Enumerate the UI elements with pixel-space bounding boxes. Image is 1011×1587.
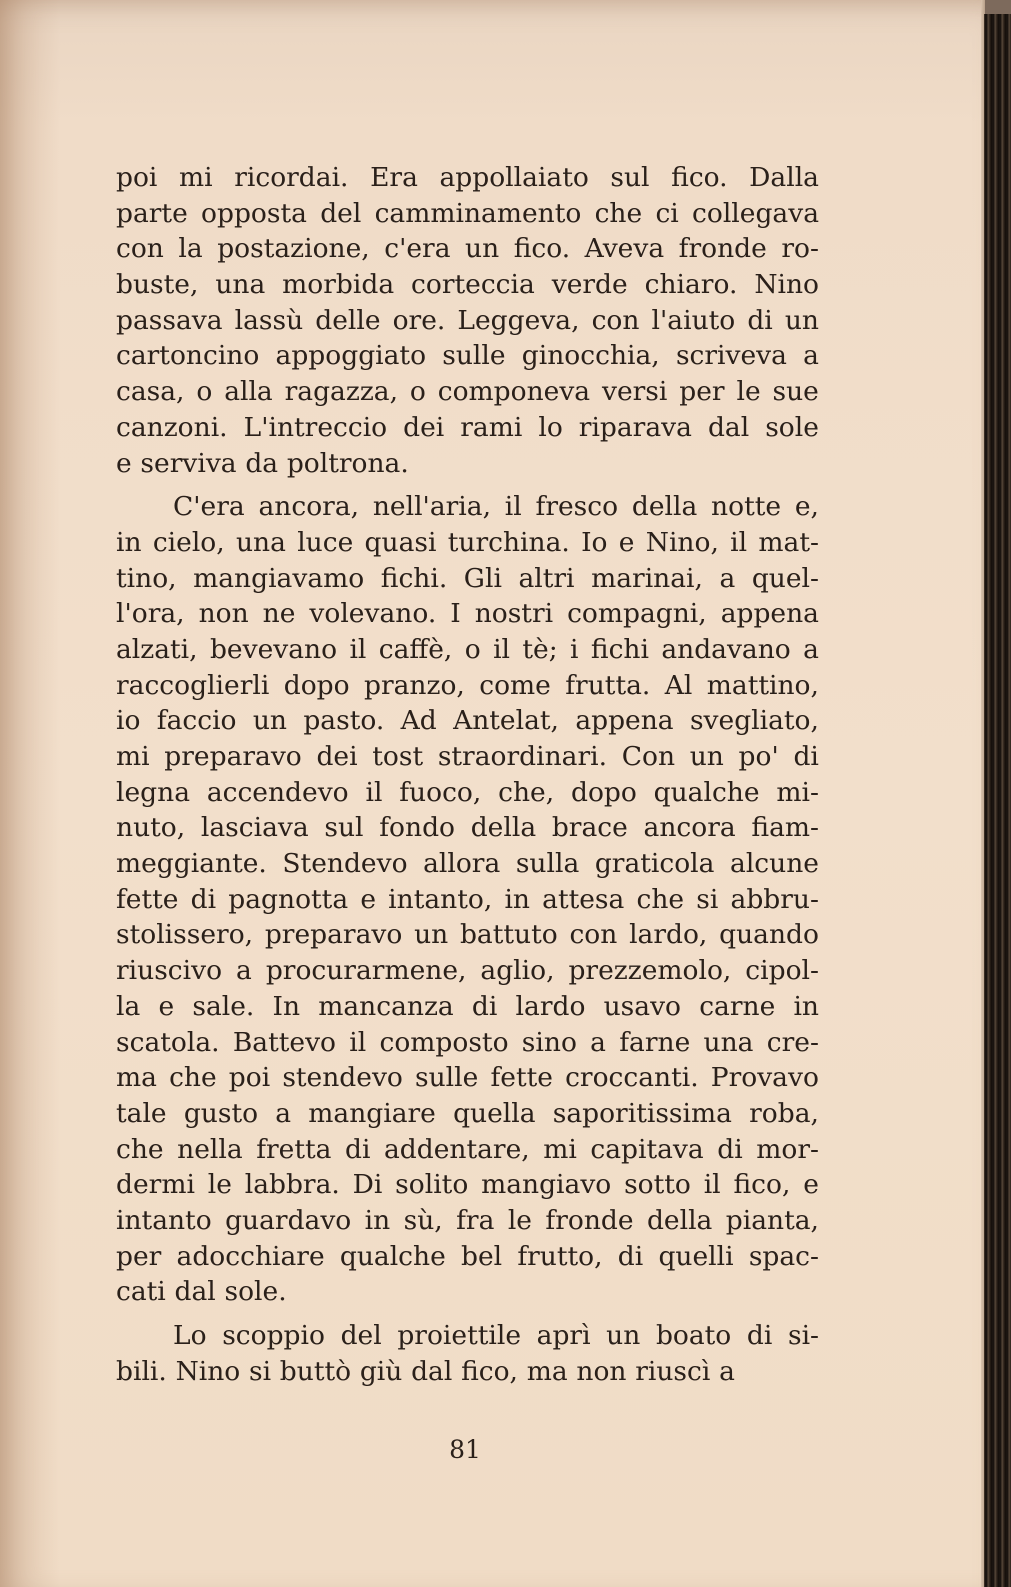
paragraph bbox=[116, 1318, 819, 1389]
text-line: e serviva da poltrona. bbox=[116, 447, 409, 479]
text-line: intanto guardavo in sù, fra le fronde della pianta, bbox=[116, 1204, 819, 1236]
text-line: meggiante. Stendevo allora sulla graticola alcune bbox=[116, 848, 819, 880]
book-binding bbox=[984, 14, 1011, 1587]
text-line: mi preparavo dei tost straordinari. Con un po' di bbox=[116, 741, 819, 772]
text-line: buste, una morbida corteccia verde chiaro. Nino bbox=[116, 269, 819, 301]
text-line: ma che poi stendevo sulle fette croccanti. Provavo bbox=[116, 1062, 819, 1094]
paragraph-gap bbox=[116, 1310, 819, 1318]
text-line: bili. Nino si buttò giù dal fico, ma non riuscì a bbox=[116, 1355, 735, 1387]
text-line: scatola. Battevo il composto sino a farne una cre- bbox=[116, 1026, 819, 1058]
text-line: che nella fretta di addentare, mi capitava di mor- bbox=[116, 1133, 819, 1165]
text-line: parte opposta del camminamento che ci collegava bbox=[116, 197, 819, 229]
text-line: tale gusto a mangiare quella saporitissima roba, bbox=[116, 1097, 819, 1129]
text-line: in cielo, una luce quasi turchina. Io e Nino, il mat- bbox=[116, 526, 819, 558]
paragraph bbox=[116, 489, 819, 1310]
text-line: Lo scoppio del proiettile aprì un boato di si- bbox=[173, 1320, 819, 1351]
text-line: stolissero, preparavo un battuto con lardo, quando bbox=[116, 919, 819, 951]
text-line: con la postazione, c'era un fico. Aveva fronde ro- bbox=[116, 233, 819, 265]
text-line: dermi le labbra. Di solito mangiavo sotto il fico, e bbox=[116, 1169, 819, 1201]
text-line: poi mi ricordai. Era appollaiato sul fico. Dalla bbox=[116, 162, 819, 193]
text-line: tino, mangiavamo fichi. Gli altri marinai, a quel- bbox=[116, 562, 819, 594]
text-line: passava lassù delle ore. Leggeva, con l'aiuto di un bbox=[116, 304, 819, 336]
text-line: raccoglierli dopo pranzo, come frutta. Al mattino, bbox=[116, 669, 819, 701]
text-line: nuto, lasciava sul fondo della brace ancora fiam- bbox=[116, 812, 819, 844]
text-line: alzati, bevevano il caffè, o il tè; i fichi andavano a bbox=[116, 633, 819, 665]
text-line: cartoncino appoggiato sulle ginocchia, scriveva a bbox=[116, 340, 819, 372]
paragraph bbox=[116, 160, 819, 481]
body-text bbox=[116, 160, 819, 1389]
text-line: fette di pagnotta e intanto, in attesa che si abbru- bbox=[116, 883, 819, 915]
page-gutter-shadow bbox=[0, 0, 60, 1587]
page-number: 81 bbox=[449, 1435, 481, 1464]
text-line: canzoni. L'intreccio dei rami lo riparava dal sole bbox=[116, 411, 819, 443]
text-line: C'era ancora, nell'aria, il fresco della notte e, bbox=[173, 491, 819, 523]
text-line: legna accendevo il fuoco, che, dopo qualche mi- bbox=[116, 776, 819, 808]
text-line: la e sale. In mancanza di lardo usavo carne in bbox=[116, 990, 819, 1022]
text-line: l'ora, non ne volevano. I nostri compagni, appena bbox=[116, 598, 819, 630]
text-line: io faccio un pasto. Ad Antelat, appena svegliato, bbox=[116, 705, 819, 737]
text-line: cati dal sole. bbox=[116, 1276, 287, 1308]
paragraph-gap bbox=[116, 481, 819, 489]
text-line: riuscivo a procurarmene, aglio, prezzemolo, cipol- bbox=[116, 955, 819, 987]
text-line: casa, o alla ragazza, o componeva versi per le sue bbox=[116, 376, 819, 408]
text-line: per adocchiare qualche bel frutto, di quelli spac- bbox=[116, 1240, 819, 1272]
